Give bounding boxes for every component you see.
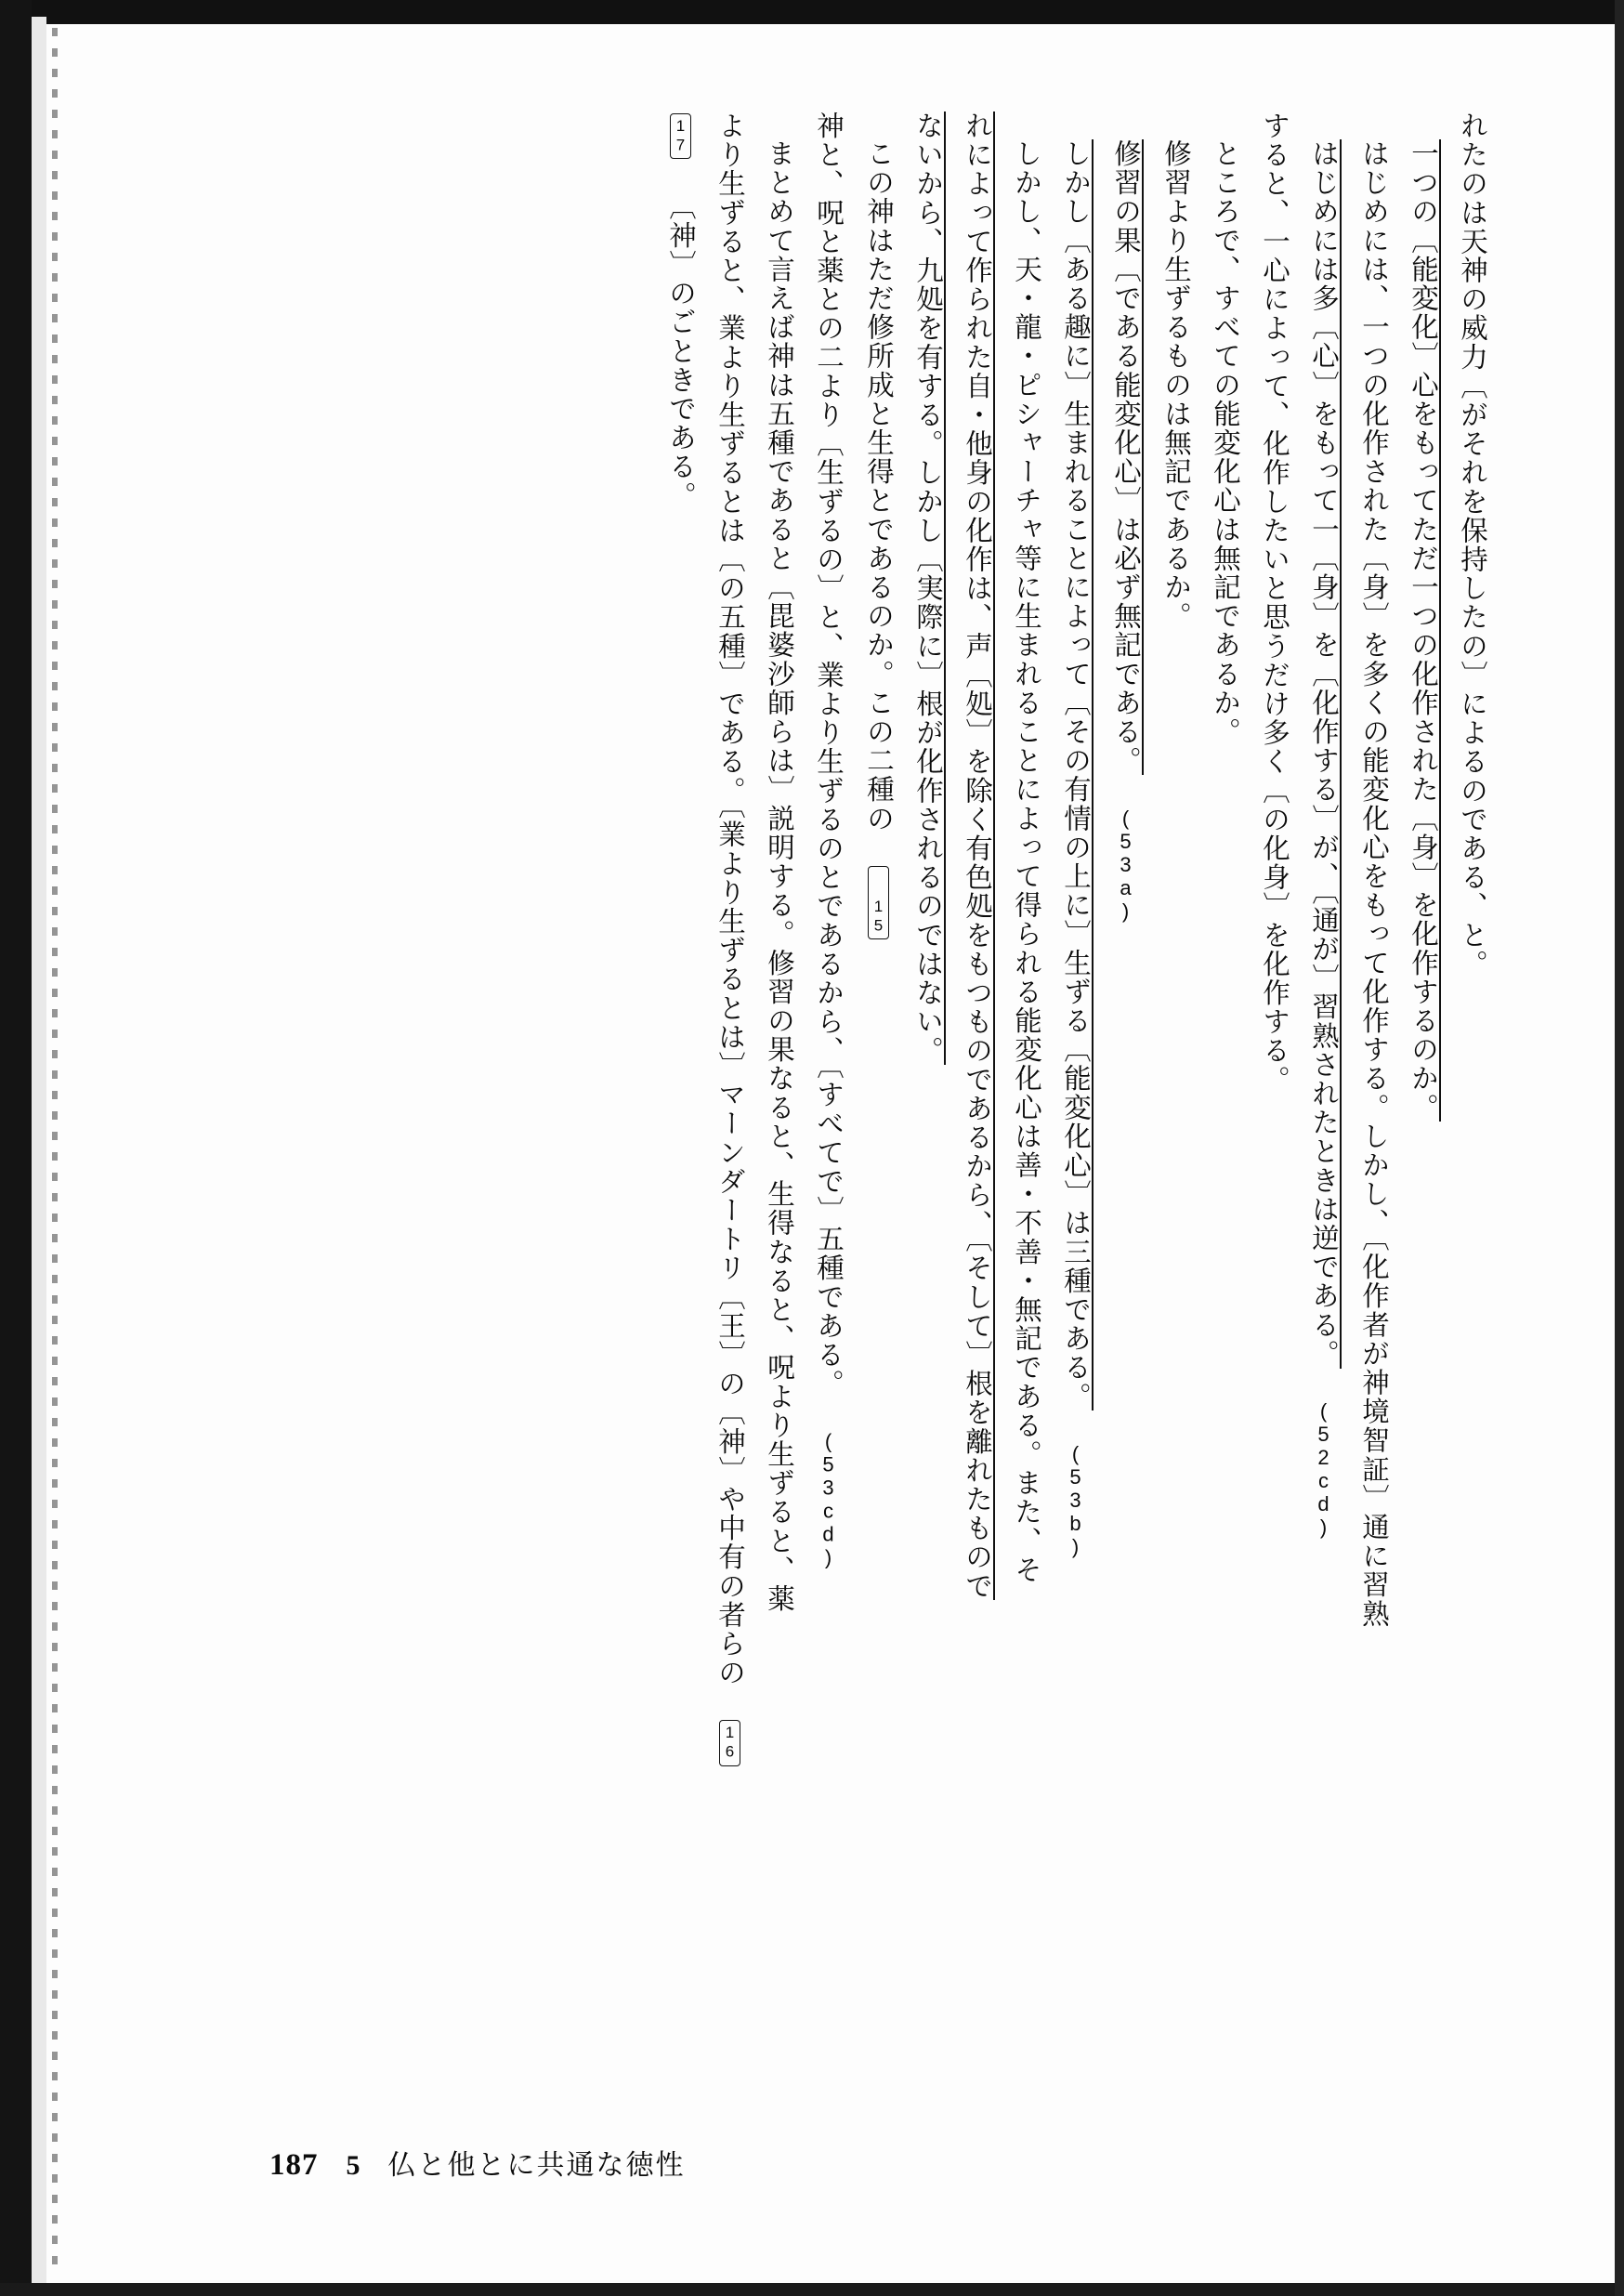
paragraph-text: ないから、九処を有する。しかし〔実際に〕根が化作されるのではない。 <box>912 112 946 1065</box>
paragraph-10 <box>1001 112 1050 2072</box>
footnote-marker-17[interactable]: 17 <box>670 113 691 159</box>
paragraph-text: れたのは天神の威力〔がそれを保持したの〕によるのである、と。 <box>1457 112 1486 978</box>
paragraph-text: はじめには多〔心〕をもって一〔身〕を〔化作する〕が、〔通が〕習熟されたときは逆である。 <box>1308 139 1342 1369</box>
paragraph-13 <box>853 112 902 2072</box>
paragraph-5 <box>1249 112 1298 2072</box>
paragraph-text: しかし、天・龍・ピシャーチャ等に生まれることによって得られる能変化心は善・不善・無記である。また、そ <box>1011 139 1041 1584</box>
paragraph-16 <box>704 112 753 2072</box>
paragraph-text: 修習より生ずるものは無記であるか。 <box>1160 139 1190 631</box>
scan-edge-left-inner <box>32 17 46 2296</box>
chapter-number: 5 <box>346 2150 360 2181</box>
verse-reference-53b: (53b) <box>1064 1442 1087 1559</box>
paragraph-3 <box>1348 112 1397 2072</box>
scan-edge-right <box>1615 0 1624 2296</box>
paragraph-text: 一つの〔能変化〕心をもってただ一つの化作された〔身〕を化作するのか。 <box>1408 139 1441 1122</box>
paragraph-17 <box>655 112 704 2072</box>
paragraph-text: すると、一心によって、化作したいと思うだけ多く〔の化身〕を化作する。 <box>1259 112 1289 1095</box>
paragraph-text: はじめには、一つの化作された〔身〕を多くの能変化心をもって化作する。しかし、〔化作者が神境智証〕通に習熟 <box>1358 139 1388 1629</box>
paragraph-2 <box>1397 112 1447 2072</box>
page-number: 187 <box>269 2148 319 2182</box>
paragraph-7 <box>1150 112 1199 2072</box>
paragraph-text: まとめて言えば神は五種であると〔毘婆沙師らは〕説明する。修習の果なると、生得なると、呪より生ずると、薬 <box>764 139 793 1614</box>
paragraph-text: この神はただ修所成と生得とであるのか。この二種の <box>863 139 893 833</box>
verse-reference-52cd: (52cd) <box>1312 1399 1335 1540</box>
scan-edge-left <box>0 0 32 2296</box>
paragraph-6 <box>1199 112 1249 2072</box>
paragraph-1 <box>1447 112 1496 2072</box>
paragraph-11 <box>951 112 1001 2072</box>
footnote-marker-15[interactable]: 15 <box>868 866 889 939</box>
paragraph-15 <box>753 112 803 2072</box>
paragraph-text: 〔神〕のごときである。 <box>665 191 695 510</box>
footnote-marker-16[interactable]: 16 <box>719 1720 740 1765</box>
paragraph-8 <box>1100 112 1150 2072</box>
scan-edge-bottom <box>0 2283 1624 2296</box>
document-body <box>139 112 1496 2072</box>
verse-reference-53cd: (53cd) <box>817 1429 840 1569</box>
paragraph-text: ところで、すべての能変化心は無記であるか。 <box>1210 139 1239 747</box>
scan-edge-top <box>0 0 1624 24</box>
paragraph-12 <box>902 112 951 2072</box>
paragraph-text: れによって作られた自・他身の化作は、声〔処〕を除く有色処をもつものであるから、〔そして〕根を離れたもので <box>962 112 995 1600</box>
chapter-title: 仏と他とに共通な徳性 <box>387 2150 686 2181</box>
paragraph-text: 神と、呪と薬との二より〔生ずるの〕と、業より生ずるのとであるから、〔すべてで〕五種である。 <box>813 112 843 1398</box>
paragraph-text: より生ずると、業より生ずるとは〔の五種〕である。〔業より生ずるとは〕マーンダートリ〔王〕の〔神〕や中有の者らの <box>714 112 744 1687</box>
paragraph-text: 修習の果〔である能変化心〕は必ず無記である。 <box>1110 139 1144 775</box>
paragraph-14 <box>803 112 853 2072</box>
paragraph-4 <box>1298 112 1348 2072</box>
paragraph-text: しかし〔ある趣に〕生まれることによって〔その有情の上に〕生ずる〔能変化心〕は三種である。 <box>1060 139 1094 1410</box>
verse-reference-53a: (53a) <box>1114 806 1137 923</box>
page-footer <box>269 2142 686 2183</box>
scan-speckle <box>52 28 58 2267</box>
paragraph-9 <box>1050 112 1100 2072</box>
